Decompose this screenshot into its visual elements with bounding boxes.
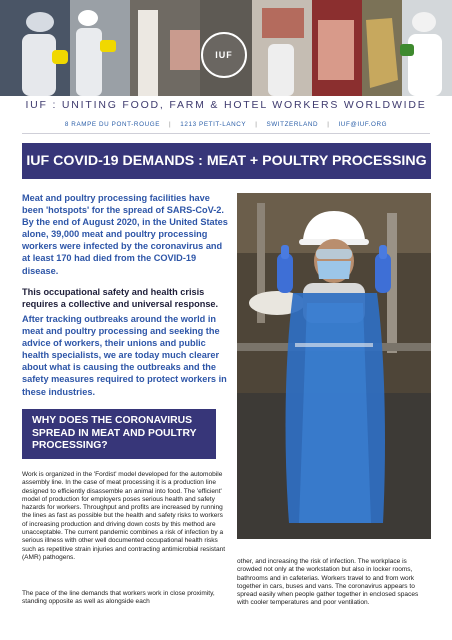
- address-city: 1213 PETIT-LANCY: [180, 121, 247, 128]
- page-title: IUF COVID-19 DEMANDS : MEAT + POULTRY PROCESSING: [22, 143, 431, 179]
- intro-paragraph-1: Meat and poultry processing facilities have been 'hotspots' for the spread of SARS-CoV-2. By the end of August 2020, in the United States alone, 39,000 meat and poultry processing workers were infected by the coronavirus and at least 170 had died from the COVID-19 disease.: [22, 193, 228, 276]
- separator: |: [327, 121, 330, 128]
- separator: |: [255, 121, 258, 128]
- worker-illustration: [237, 193, 431, 539]
- separator: |: [169, 121, 172, 128]
- address-country: SWITZERLAND: [266, 121, 319, 128]
- tagline: IUF : UNITING FOOD, FARM & HOTEL WORKERS WORLDWIDE: [25, 99, 427, 111]
- iuf-logo: [201, 32, 247, 78]
- body-paragraph-1: Work is organized in the 'Fordist' model developed for the automobile assembly line. In the case of meat processing it is a production line designed to efficiently disassemble an animal into food. The 'efficient' model of production for employers poses serious health and safety hazards for workers. Throughput and profits are increased by running the lines as fast as possible but the health and safety risks to workers of increasing production and driving down costs by this method are unacceptable. The current pandemic combines a risk of infection by a serious illness with other well documented occupational health risks such as repetitive strain injuries and contracting antimicrobial resistant (AMR) pathogens.: [22, 471, 226, 561]
- divider: [22, 133, 430, 134]
- address-street: 8 RAMPE DU PONT-ROUGE: [64, 121, 161, 128]
- intro-paragraph-3: After tracking outbreaks around the world in meat and poultry processing and seeking the advice of workers, their unions and public health specialists, we are today much clearer about what is causing the outbreaks and the safety measures required to protect workers in these industries.: [22, 314, 227, 397]
- email-link[interactable]: IUF@IUF.ORG: [338, 121, 388, 128]
- address-line: [0, 121, 452, 128]
- header-banner-photo: [0, 0, 452, 96]
- worker-photo: [237, 193, 431, 539]
- body-paragraph-3: other, and increasing the risk of infection. The workplace is crowded not only at the workstation but also in locker rooms, bathrooms and in cafeterias. Workers travel to and from work together in cars, buses and vans. The coronavirus appears to spread easily when people gather together in enclosed spaces with cooler temperatures and poor ventilation.: [237, 558, 419, 607]
- section-heading: WHY DOES THE CORONAVIRUS SPREAD IN MEAT AND POULTRY PROCESSING?: [22, 409, 216, 459]
- intro-paragraph-2: This occupational safety and health crisis requires a collective and universal response.: [22, 287, 219, 310]
- logo-text: IUF: [215, 50, 233, 60]
- body-paragraph-2: The pace of the line demands that workers work in close proximity, standing opposite as well as alongside each: [22, 590, 215, 606]
